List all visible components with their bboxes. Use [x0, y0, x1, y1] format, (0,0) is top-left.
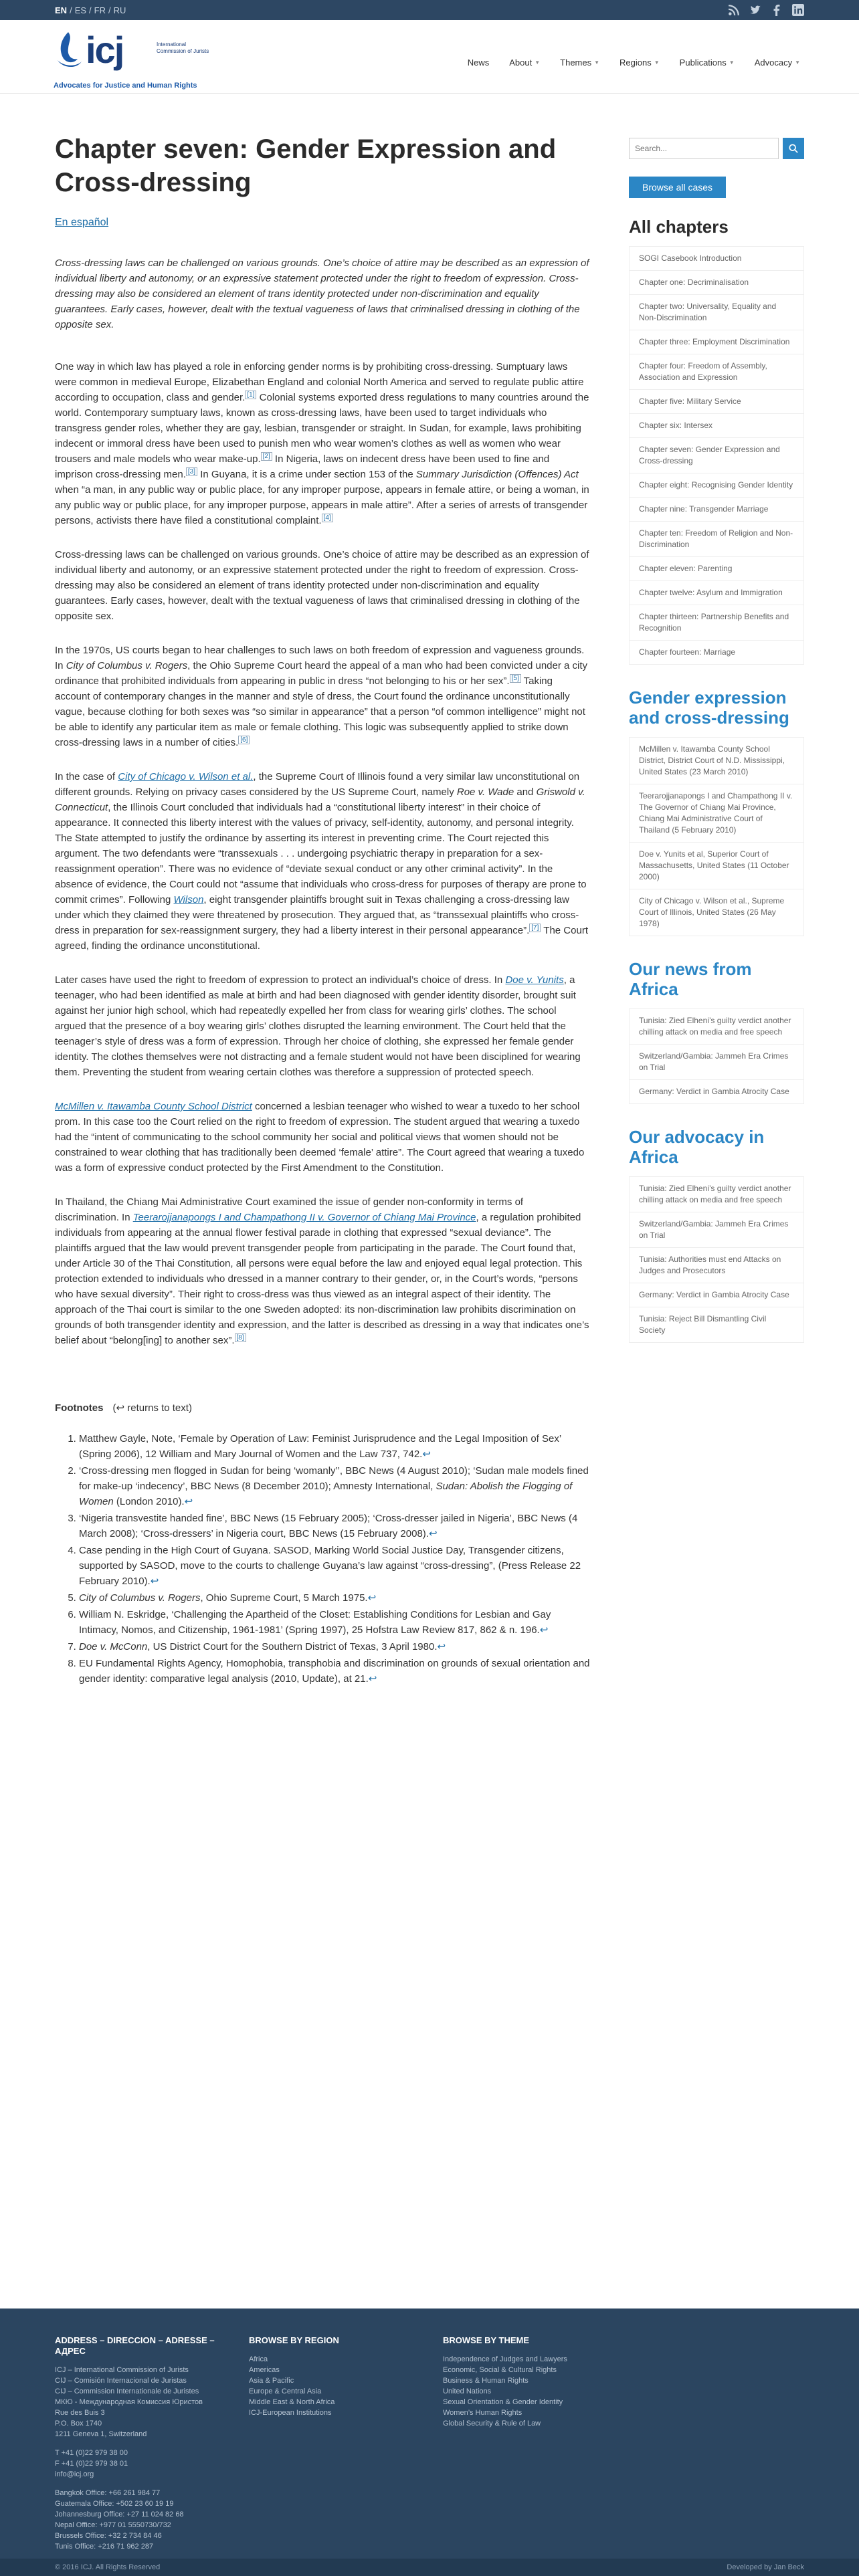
- text: In the 1970s, US courts began to hear challenges to such laws on both freedom of expression and vagueness grounds. In: [55, 645, 585, 671]
- case-link-wilson[interactable]: Wilson: [173, 894, 204, 905]
- footnote-ref[interactable]: [2]: [261, 452, 272, 461]
- paragraph: Cross-dressing laws can be challenged on various grounds. One’s choice of attire may be described as an expression of individual liberty and autonomy, or an expressive statement protected under the right to freedom of expression. Cross-dressing may also be considered an element of trans identity protected under non-discrimination and equality guarantees. Early cases, however, dealt with the textual vagueness of laws that criminalised dressing in clothing of the opposite sex.: [55, 549, 589, 622]
- lang-en[interactable]: EN: [55, 5, 68, 15]
- footnote-item: [79, 1511, 590, 1541]
- nav-regions-label: Regions: [619, 58, 652, 68]
- region-link[interactable]: Asia & Pacific: [249, 2377, 294, 2385]
- nav-news[interactable]: [468, 58, 490, 68]
- chevron-down-icon: ▼: [594, 60, 600, 66]
- footer-theme-column: [443, 2335, 610, 2429]
- sidebar: [629, 138, 804, 1366]
- paragraph: [55, 1099, 590, 1176]
- logo-subtitle: International Commission of Jurists: [157, 41, 209, 54]
- page-title: Chapter seven: Gender Expression and Cross-dressing: [55, 134, 557, 197]
- chapters-heading: All chapters: [629, 217, 729, 237]
- theme-link[interactable]: Economic, Social & Cultural Rights: [443, 2366, 557, 2374]
- text: Later cases have used the right to freedom of expression to protect an individual’s choice of dress. In: [55, 974, 506, 986]
- text: One way in which law has played a role in enforcing gender norms is by prohibiting cross-dressing. Sumptuary laws were common in medieval Europe, Elizabethan England and colonial North America and served to regulate public attire according to occupation, class and gender.: [55, 361, 584, 403]
- footer-address-column: [55, 2335, 222, 2552]
- nav-advocacy[interactable]: [755, 58, 800, 68]
- address-line: Rue des Buis 3: [55, 2409, 105, 2417]
- back-link[interactable]: ↩: [184, 1496, 193, 1507]
- icj-logo-mark-icon: [54, 31, 83, 70]
- region-link[interactable]: Africa: [249, 2355, 268, 2363]
- footnote-ref[interactable]: [4]: [322, 514, 333, 522]
- social-links: [728, 4, 804, 16]
- chapter-link[interactable]: Chapter fourteen: Marriage: [639, 647, 736, 657]
- text: Taking account of contemporary changes in the manner and style of dress, the Court found the ordinance unconstitutionally vague, because clothing for both sexes was “so similar in appearance” that a person “of common intelligence” might not be able to identify any particular item as male or female clothing. This logic was subsequently applied to strike down cross-dressing laws in a number of cities.: [55, 675, 585, 748]
- text: ‘Nigeria transvestite handed fine’, BBC News (15 February 2005); ‘Cross-dresser jailed in Nigeria’, BBC News (4 March 2008); ‘Cross-dressers’ in Nigeria court, BBC News (15 February 2008).: [79, 1513, 578, 1539]
- footnotes-list: [55, 1431, 590, 1687]
- text: Griswold v. Connecticut: [55, 786, 585, 813]
- search-form: [629, 138, 804, 159]
- back-link[interactable]: ↩: [367, 1592, 377, 1604]
- footnote-ref[interactable]: [5]: [510, 674, 521, 683]
- returns-note: (↩ returns to text): [112, 1402, 192, 1414]
- office-line: Nepal Office: +977 01 5550730/732: [55, 2521, 171, 2529]
- linkedin-icon[interactable]: [792, 4, 804, 16]
- text: In Thailand, the Chiang Mai Administrative Court examined the issue of gender non-conformity in terms of discrimination. In: [55, 1196, 524, 1223]
- text: The Court agreed, finding the ordinance unconstitutional.: [55, 925, 588, 952]
- related-cases-list: [629, 737, 804, 936]
- advocacy-link[interactable]: Switzerland/Gambia: Jammeh Era Crimes on Trial: [630, 1212, 803, 1248]
- text: In the case of: [55, 771, 118, 782]
- lang-ru[interactable]: RU: [113, 5, 126, 15]
- chapter-link[interactable]: Chapter two: Universality, Equality and Non-Discrimination: [630, 295, 803, 330]
- text: Matthew Gayle, Note, ‘Female by Operation of Law: Feminist Jurisprudence and the Legal Imposition of Sex’ (Spring 2006), 12 William and Mary Journal of Women and the Law 737, 742.: [79, 1433, 561, 1460]
- text: Summary Jurisdiction (Offences) Act: [415, 469, 579, 480]
- chapters-list: [629, 246, 804, 665]
- site-header: [0, 20, 859, 94]
- theme-link[interactable]: United Nations: [443, 2387, 492, 2395]
- theme-link[interactable]: Sexual Orientation & Gender Identity: [443, 2398, 563, 2406]
- address-line: CIJ – Commission Internationale de Juristes: [55, 2387, 199, 2395]
- chapter-link[interactable]: SOGI Casebook Introduction: [630, 247, 803, 271]
- article-lead: Cross-dressing laws can be challenged on various grounds. One’s choice of attire may be described as an expression of individual liberty and autonomy, or an expressive statement protected under the right to freedom of expression. Cross-dressing may also be considered an element of trans identity protected under non-discrimination and equality guarantees. Early cases, however, dealt with the textual vagueness of laws that criminalised dressing in clothing of the opposite sex.: [55, 257, 589, 330]
- nav-regions[interactable]: [619, 58, 660, 68]
- chapter-link[interactable]: Chapter twelve: Asylum and Immigration: [630, 581, 803, 605]
- footnote-ref[interactable]: [1]: [245, 391, 256, 399]
- text: , a teenager, who had been identified as male at birth and had been diagnosed with gender identity disorder, brought suit against her junior high school, which had repeatedly expelled her from class for wearing girls’ clothes. The school argued that the presence of a boy wearing girls’ clothes disrupted the learning environment. The Court held that the teenager’s style of dress was a form of expression. Through her choice of clothing, she expressed her female gender identity. The clothes themselves were not distracting and a female student would not have been disciplined for wearing them. Preventing the student from wearing certain clothes was therefore a suppression of protected speech.: [55, 974, 581, 1078]
- logo-wordmark: icj: [86, 29, 124, 71]
- footnote-ref[interactable]: [6]: [238, 736, 250, 744]
- nav-advocacy-label: Advocacy: [754, 58, 793, 68]
- search-input[interactable]: [629, 138, 779, 159]
- text: Colonial systems exported dress regulations to many countries around the world. Contemporary sumptuary laws, known as cross-dressing laws, have been used to target individuals who transgress gender roles, whether they are gay, lesbian, transgender or straight. In Sudan, for example, laws prohibiting indecent or immoral dress have been used to punish men who wear women’s clothes as well as women who wear trousers and male models who wear make-up.: [55, 392, 589, 465]
- back-link[interactable]: ↩: [428, 1528, 438, 1539]
- region-link[interactable]: Americas: [249, 2366, 280, 2374]
- address-line: МКЮ - Международная Комиссия Юристов: [55, 2398, 203, 2406]
- copyright-text: © 2016 ICJ. All Rights Reserved: [55, 2563, 161, 2571]
- text: (London 2010).: [113, 1496, 185, 1507]
- text: City of Columbus v. Rogers: [79, 1592, 201, 1604]
- site-footer: [0, 2309, 859, 2559]
- office-line: Tunis Office: +216 71 962 287: [55, 2543, 154, 2551]
- office-line: Guatemala Office: +502 23 60 19 19: [55, 2500, 174, 2508]
- advocacy-link[interactable]: Germany: Verdict in Gambia Atrocity Case: [630, 1283, 803, 1307]
- article: [55, 132, 590, 1688]
- footnote-ref[interactable]: [8]: [235, 1333, 246, 1342]
- spanish-version-link[interactable]: En español: [55, 217, 109, 228]
- text: , eight transgender plaintiffs brought suit in Texas challenging a cross-dressing law under which they claimed they were threatened by prosecution. They argued that, as “transsexual plaintiffs who cross-dress in preparation for sex-reassignment surgery, they had a liberty interest in their personal appearance”.: [55, 894, 579, 936]
- footnotes-section: [55, 1402, 590, 1687]
- text: Case pending in the High Court of Guyana. SASOD, Marking World Social Justice Day, Transgender citizens, supported by SASOD, move to the courts to challenge Guyana’s law against “cross-dressing”, (Press Release 22 February 2010).: [79, 1545, 581, 1587]
- footer-region-column: [249, 2335, 416, 2418]
- text: Doe v. McConn: [79, 1641, 148, 1652]
- chapter-link[interactable]: Chapter three: Employment Discrimination: [630, 330, 803, 354]
- office-line: Brussels Office: +32 2 734 84 46: [55, 2532, 162, 2540]
- chapter-link[interactable]: Chapter seven: Gender Expression and Cross-dressing: [630, 438, 803, 473]
- back-link[interactable]: ↩: [368, 1673, 377, 1685]
- case-link-chicago-wilson[interactable]: City of Chicago v. Wilson et al.: [118, 771, 254, 782]
- advocacy-link[interactable]: Tunisia: Reject Bill Dismantling Civil Society: [639, 1314, 767, 1335]
- advocacy-list: [629, 1176, 804, 1343]
- text: concerned a lesbian teenager who wished to wear a tuxedo to her school prom. In this case too the Court relied on the right to freedom of expression. The student argued that wearing a tuxedo had the “intent of communicating to the school community her social and political views that women should not be constrained to wear clothing that has traditionally been deemed ‘female’ attire”. The Court agreed that wearing a tuxedo was a form of expressive conduct protected by the First Amendment to the Constitution.: [55, 1101, 585, 1174]
- news-link[interactable]: Germany: Verdict in Gambia Atrocity Case: [639, 1087, 789, 1096]
- paragraph: [55, 359, 590, 528]
- footer-theme-heading: BROWSE BY THEME: [443, 2335, 530, 2345]
- text: In Guyana, it is a crime under section 153 of the: [197, 469, 416, 480]
- case-link-teerarojjanapongs[interactable]: Teerarojjanapongs I and Champathong II v. Governor of Chiang Mai Province: [132, 1212, 476, 1223]
- text: , the Supreme Court of Illinois found a very similar law unconstitutional on different grounds. Relying on privacy cases considered by the US Supreme Court, namely: [55, 771, 580, 798]
- footnote-item: [79, 1607, 590, 1638]
- text: City of Columbus v. Rogers: [66, 660, 188, 671]
- browse-all-cases-button[interactable]: Browse all cases: [629, 177, 726, 198]
- paragraph: [55, 643, 590, 750]
- rss-icon[interactable]: [728, 4, 740, 16]
- text: , the Ohio Supreme Court heard the appeal of a man who had been convicted under a city ordinance that prohibited individuals from appearing in public in dress “not belonging to his or her sex”.: [55, 660, 588, 687]
- phone-line: T +41 (0)22 979 38 00: [55, 2449, 128, 2457]
- nav-themes-label: Themes: [560, 58, 592, 68]
- related-case-link[interactable]: Teerarojjanapongs I and Champathong II v. The Governor of Chiang Mai Province, Chiang Mai Administrative Court of Thailand (5 February 2010): [630, 784, 803, 843]
- text: Roe v. Wade: [456, 786, 514, 798]
- theme-link[interactable]: Business & Human Rights: [443, 2377, 529, 2385]
- text: , the Illinois Court concluded that individuals had a “constitutional liberty interest” in their choice of appearance. It connected this liberty interest with the values of privacy, self-identity, autonomy, and personal integrity. The State attempted to justify the ordinance by asserting its interest in preventing crime. The Court rejected this argument. The two defendants were “transsexuals . . . undergoing psychiatric therapy in preparation for a sex-reassignment operation”. There was no evidence of “deviate sexual conduct or any other criminal activity”. In the absence of evidence, the Court could not “assume that individuals who cross-dress for purposes of therapy are prone to commit crimes”. Following: [55, 802, 587, 905]
- chapter-link[interactable]: Chapter four: Freedom of Assembly, Association and Expression: [630, 354, 803, 390]
- address-line: CIJ – Comisión Internacional de Juristas: [55, 2377, 187, 2385]
- nav-publications-label: Publications: [679, 58, 727, 68]
- address-line: P.O. Box 1740: [55, 2420, 102, 2428]
- case-link-mcmillen[interactable]: McMillen v. Itawamba County School District: [55, 1101, 252, 1112]
- news-list: [629, 1008, 804, 1104]
- related-cases-heading: Gender expression and cross-dressing: [629, 687, 789, 728]
- logo-tagline: Advocates for Justice and Human Rights: [54, 82, 197, 90]
- footnote-item: [79, 1463, 590, 1509]
- theme-link[interactable]: Independence of Judges and Lawyers: [443, 2355, 567, 2363]
- chapter-link[interactable]: Chapter six: Intersex: [630, 414, 803, 438]
- theme-link[interactable]: Women’s Human Rights: [443, 2409, 522, 2417]
- footnote-item: [79, 1639, 590, 1654]
- nav-themes[interactable]: [560, 58, 599, 68]
- back-link[interactable]: ↩: [150, 1576, 159, 1587]
- text: when “a man, in any public way or public place, for any improper purpose, appears in female attire, or being a woman, in any public way or public place, for any improper purpose, appears in male attire”. After a series of arrests of transgender persons, activists there have filed a constitutional complaint.: [55, 484, 589, 526]
- chevron-down-icon: ▼: [535, 60, 541, 66]
- theme-link[interactable]: Global Security & Rule of Law: [443, 2420, 541, 2428]
- lang-es[interactable]: ES: [74, 5, 87, 15]
- text: EU Fundamental Rights Agency, Homophobia, transphobia and discrimination on grounds of sexual orientation and gender identity: comparative legal analysis (2010, Update), at 21.: [79, 1658, 590, 1685]
- twitter-icon[interactable]: [749, 4, 761, 16]
- news-link[interactable]: Tunisia: Zied Elheni’s guilty verdict another chilling attack on media and free speech: [630, 1009, 803, 1045]
- back-link[interactable]: ↩: [539, 1624, 549, 1636]
- back-link[interactable]: ↩: [422, 1448, 431, 1460]
- news-link[interactable]: Switzerland/Gambia: Jammeh Era Crimes on Trial: [630, 1045, 803, 1080]
- nav-about[interactable]: [509, 58, 540, 68]
- chapter-link[interactable]: Chapter thirteen: Partnership Benefits and Recognition: [630, 605, 803, 641]
- nav-publications[interactable]: [680, 58, 735, 68]
- email-link[interactable]: info@icj.org: [55, 2470, 94, 2478]
- chapter-link[interactable]: Chapter eight: Recognising Gender Identity: [630, 473, 803, 498]
- advocacy-heading: Our advocacy in Africa: [629, 1127, 765, 1167]
- main-nav: [468, 58, 800, 68]
- top-bar: [0, 0, 859, 20]
- office-line: Johannesburg Office: +27 11 024 82 68: [55, 2510, 184, 2518]
- back-link[interactable]: ↩: [437, 1641, 446, 1652]
- footnote-item: [79, 1590, 590, 1606]
- footer-address-heading: ADDRESS – DIRECCION – ADRESSE – АДРЕС: [55, 2335, 215, 2356]
- office-line: Bangkok Office: +66 261 984 77: [55, 2489, 161, 2497]
- chapter-link[interactable]: Chapter five: Military Service: [630, 390, 803, 414]
- developer-credit[interactable]: Developed by Jan Beck: [727, 2563, 804, 2571]
- text: In Nigeria, laws on indecent dress have been used to fine and imprison cross-dressing men.: [55, 453, 550, 480]
- text: , Ohio Supreme Court, 5 March 1975.: [200, 1592, 368, 1604]
- footnotes-heading: [55, 1402, 590, 1414]
- text: Sudan: Abolish the Flogging of Women: [79, 1481, 573, 1507]
- advocacy-link[interactable]: Tunisia: Authorities must end Attacks on Judges and Prosecutors: [630, 1248, 803, 1283]
- facebook-icon[interactable]: [771, 4, 783, 16]
- text: Footnotes: [55, 1402, 104, 1414]
- nav-about-label: About: [509, 58, 533, 68]
- related-case-link[interactable]: Doe v. Yunits et al, Superior Court of Massachusetts, United States (11 October 2000): [630, 843, 803, 889]
- footnote-item: [79, 1543, 590, 1589]
- nav-news-label: News: [467, 58, 490, 68]
- chapter-link[interactable]: Chapter nine: Transgender Marriage: [630, 498, 803, 522]
- copyright-bar: [0, 2559, 859, 2576]
- case-link-doe-yunits[interactable]: Doe v. Yunits: [505, 974, 564, 986]
- region-link[interactable]: Middle East & North Africa: [249, 2398, 335, 2406]
- chevron-down-icon: ▼: [795, 60, 800, 66]
- chapter-link[interactable]: Chapter ten: Freedom of Religion and Non-Discrimination: [630, 522, 803, 557]
- footer-region-heading: BROWSE BY REGION: [249, 2335, 339, 2345]
- chevron-down-icon: ▼: [654, 60, 660, 66]
- fax-line: F +41 (0)22 979 38 01: [55, 2460, 128, 2468]
- paragraph: [55, 769, 590, 954]
- chapter-link[interactable]: Chapter one: Decriminalisation: [630, 271, 803, 295]
- chapter-link[interactable]: Chapter eleven: Parenting: [630, 557, 803, 581]
- icj-logo[interactable]: [54, 28, 207, 92]
- language-switcher: EN / ES / FR / RU: [55, 5, 126, 15]
- region-link[interactable]: Europe & Central Asia: [249, 2387, 322, 2395]
- text: ‘Cross-dressing men flogged in Sudan for being ‘womanly’’, BBC News (4 August 2010); ‘Sudan male models fined for make-up ‘indecency’, BBC News (8 December 2010); Amnesty International,: [79, 1465, 589, 1492]
- address-line: 1211 Geneva 1, Switzerland: [55, 2430, 147, 2438]
- search-icon: [789, 144, 798, 153]
- paragraph: [55, 1194, 590, 1348]
- related-case-link[interactable]: McMillen v. Itawamba County School District, District Court of N.D. Mississippi, United States (23 March 2010): [630, 738, 803, 784]
- text: , US District Court for the Southern District of Texas, 3 April 1980.: [147, 1641, 438, 1652]
- address-line: ICJ – International Commission of Jurists: [55, 2366, 189, 2374]
- lang-fr[interactable]: FR: [94, 5, 106, 15]
- footnote-ref[interactable]: [3]: [186, 467, 197, 476]
- paragraph: [55, 972, 590, 1080]
- footnote-ref[interactable]: [7]: [529, 924, 541, 932]
- footnote-item: [79, 1431, 590, 1462]
- search-button[interactable]: [783, 138, 804, 159]
- news-heading: Our news from Africa: [629, 959, 752, 999]
- footnote-item: [79, 1656, 590, 1687]
- related-case-link[interactable]: City of Chicago v. Wilson et al., Supreme Court of Illinois, United States (26 May 1978): [639, 896, 785, 928]
- text: and: [514, 786, 537, 798]
- text: William N. Eskridge, ‘Challenging the Apartheid of the Closet: Establishing Conditions for Lesbian and Gay Intimacy, Nomos, and Citizenship, 1961-1981’ (Spring 1997), 25 Hofstra Law Review 817, 862 & n. 196.: [79, 1609, 551, 1636]
- region-link[interactable]: ICJ-European Institutions: [249, 2409, 332, 2417]
- chevron-down-icon: ▼: [729, 60, 735, 66]
- text: , a regulation prohibited individuals from appearing at the annual flower festival parade in clothing that expressed “sexual deviance”. The plaintiffs argued that the law would prevent transgender people from participating in the parade. The Court found that, under Article 30 of the Thai Constitution, all persons were equal before the law and enjoyed equal legal protection. This protection extended to individuals who dressed in a manner contrary to their gender, or, in the Court’s words, “persons who have sexual diversity”. Their right to cross-dress was thus viewed as an integral aspect of their identity. The approach of the Thai court is similar to the one Sweden adopted: its non-discrimination law prohibits discrimination on grounds of both transgender identity and expression, and the latter is described as dressing in a way that indicates one’s belief about “belong[ing] to another sex”.: [55, 1212, 589, 1346]
- advocacy-link[interactable]: Tunisia: Zied Elheni’s guilty verdict another chilling attack on media and free speech: [630, 1177, 803, 1212]
